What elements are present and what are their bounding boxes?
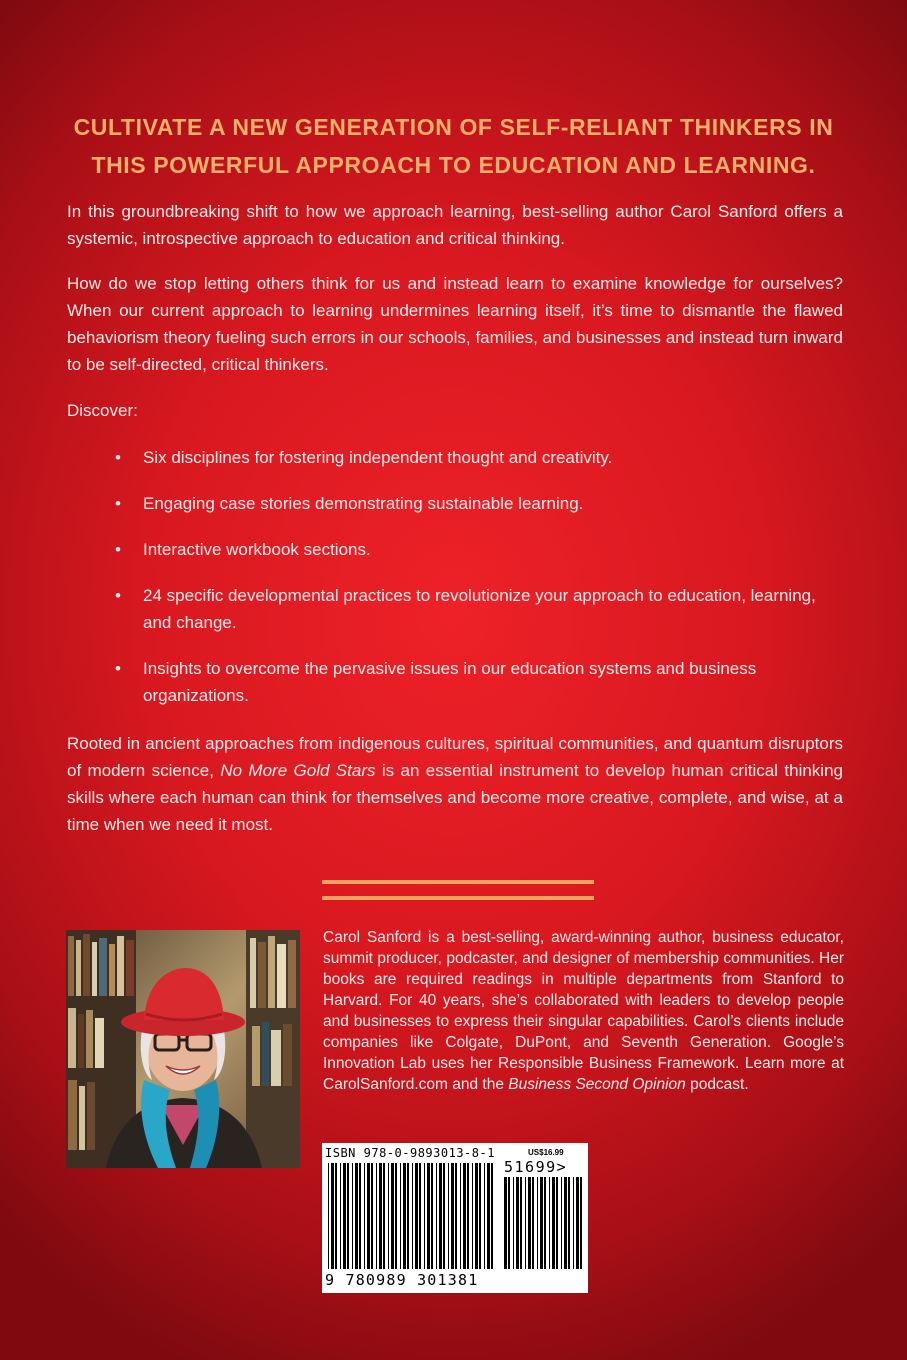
barcode-bar (367, 1163, 370, 1269)
headline-line-1: CULTIVATE A NEW GENERATION OF SELF-RELIANT THINKERS IN (73, 114, 834, 140)
barcode-bar (479, 1163, 481, 1269)
barcode-bar (403, 1163, 406, 1269)
barcode-bar (328, 1163, 329, 1269)
barcode-bar (508, 1177, 510, 1269)
barcode-bar (436, 1163, 437, 1269)
barcode-bar (568, 1177, 570, 1269)
author-photo-illustration (66, 930, 300, 1168)
list-item: • Insights to overcome the pervasive issues in our education systems and business organizations. (115, 655, 835, 709)
barcode-bar (379, 1163, 382, 1269)
closing-text-end: is an essential instrument to develop human critical thinking skills where each human can think for themselves and become more creative, complete, and wise, at a time when we need it most. (67, 761, 843, 834)
headline-line-2: THIS POWERFUL APPROACH TO EDUCATION AND LEARNING. (91, 152, 816, 178)
barcode-bar (448, 1163, 449, 1269)
barcode-bar (347, 1163, 349, 1269)
question-paragraph: How do we stop letting others think for us and instead learn to examine knowledge for ourselves? When our current approach to learning undermines learning itself, it’s time to dismantle the flawed behaviorism theory fueling such errors in our schools, families, and businesses and instead turn inward to be self-directed, critical thinkers. (67, 274, 843, 374)
closing-paragraph (67, 730, 843, 838)
barcode-bar (376, 1163, 377, 1269)
book-title: No More Gold Stars (220, 761, 376, 780)
barcode-bar (439, 1163, 442, 1269)
barcode-bar (331, 1163, 334, 1269)
barcode-bar (561, 1177, 562, 1269)
barcode-bar (460, 1163, 461, 1269)
author-bio-end: podcast. (685, 1076, 749, 1093)
author-photo (66, 930, 300, 1168)
barcode-bar (415, 1163, 418, 1269)
barcode-bar (573, 1177, 574, 1269)
headline (40, 108, 867, 184)
author-bio (323, 927, 844, 1095)
barcode-bar (364, 1163, 365, 1269)
barcode-bar (504, 1177, 507, 1269)
barcode-bar (455, 1163, 457, 1269)
barcode-bar (532, 1177, 534, 1269)
barcode-bar (407, 1163, 409, 1269)
barcode-bar (467, 1163, 469, 1269)
barcode-bar (427, 1163, 430, 1269)
barcode-bar (391, 1163, 394, 1269)
barcode-bar (431, 1163, 433, 1269)
barcode-bar (352, 1163, 353, 1269)
barcode-bar (576, 1177, 579, 1269)
barcode-bar (340, 1163, 341, 1269)
barcode-bar (580, 1177, 582, 1269)
list-item: • Interactive workbook sections. (115, 536, 835, 563)
barcode-bar (463, 1163, 466, 1269)
list-item: • Six disciplines for fostering independent thought and creativity. (115, 444, 835, 471)
barcode-bar (513, 1177, 514, 1269)
barcode-bar (472, 1163, 473, 1269)
barcode-bar (419, 1163, 421, 1269)
barcode-bar (525, 1177, 526, 1269)
list-item: • 24 specific developmental practices to revolutionize your approach to education, learning, and change. (115, 582, 835, 636)
barcode-bar (520, 1177, 522, 1269)
podcast-title: Business Second Opinion (508, 1076, 686, 1093)
barcode-bar (451, 1163, 454, 1269)
addon-digits: 51699> (504, 1158, 568, 1176)
barcode-bar (343, 1163, 346, 1269)
divider-line-bottom (322, 896, 594, 900)
barcode-bar (552, 1177, 555, 1269)
list-item: • Engaging case stories demonstrating sustainable learning. (115, 490, 835, 517)
barcode-bar (544, 1177, 546, 1269)
ean-digits: 9 780989 301381 (325, 1271, 479, 1289)
closing-text-start: Rooted in ancient approaches from indigenous cultures, spiritual communities, and quantum disruptors of modern science, (67, 734, 843, 780)
barcode-bar (475, 1163, 478, 1269)
barcode-bar (424, 1163, 425, 1269)
barcode-bar (564, 1177, 567, 1269)
barcode-bar (528, 1177, 531, 1269)
isbn-barcode (322, 1143, 588, 1293)
barcode-bar (443, 1163, 445, 1269)
discover-label: Discover: (67, 401, 138, 420)
barcode-bar (335, 1163, 337, 1269)
isbn-label: ISBN 978-0-9893013-8-1 (325, 1146, 495, 1160)
barcode-bar (400, 1163, 401, 1269)
barcode-bar (516, 1177, 519, 1269)
barcode-bar (484, 1163, 485, 1269)
barcode-bar (371, 1163, 373, 1269)
barcode-bar (540, 1177, 543, 1269)
barcode-bar (537, 1177, 538, 1269)
barcode-bar (355, 1163, 358, 1269)
intro-paragraph: In this groundbreaking shift to how we approach learning, best-selling author Carol Sanford offers a systemic, introspective approach to education and critical thinking. (67, 202, 843, 248)
barcode-bar (487, 1163, 490, 1269)
barcode-bar (549, 1177, 550, 1269)
barcode-bar (388, 1163, 389, 1269)
barcode-bar (556, 1177, 558, 1269)
discover-list (115, 444, 835, 728)
author-bio-text: Carol Sanford is a best-selling, award-winning author, business educator, summit producer, podcaster, and designer of membership communities. Her books are required readings in multiple departments from Stanford to Harvard. For 40 years, she’s collaborated with leaders to develop people and businesses to express their singular capabilities. Carol’s clients include companies like Colgate, DuPont, and Seventh Generation. Google’s Innovation Lab uses her Responsible Business Framework. Learn more at CarolSanford.com and the (323, 929, 844, 1093)
barcode-bar (383, 1163, 385, 1269)
barcode-bar (412, 1163, 413, 1269)
price-label: US$16.99 (528, 1148, 564, 1157)
barcode-bar (395, 1163, 397, 1269)
divider-line-top (322, 880, 594, 884)
barcode-bar (491, 1163, 493, 1269)
barcode-bar (359, 1163, 361, 1269)
